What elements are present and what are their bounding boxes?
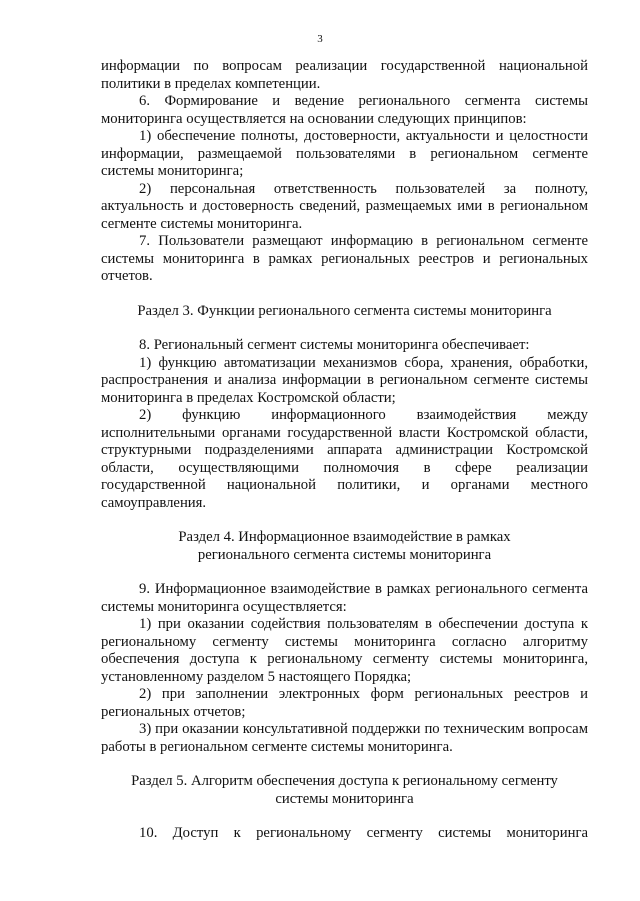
paragraph-9-item-2: 2) при заполнении электронных форм региональных реестров и региональных отчетов; <box>101 686 588 720</box>
section-5-heading <box>101 773 588 808</box>
section-3-heading: Раздел 3. Функции регионального сегмента системы мониторинга <box>137 302 552 319</box>
paragraph-8-item-2: 2) функцию информационного взаимодействия между исполнительными органами государственной власти Костромской области, структурными подразделениями аппарата администрации Костромской области, осуществляющими полномочия в сфере реализации государственной национальной политики, и органами местного самоуправления. <box>101 407 588 511</box>
paragraph-6: 6. Формирование и ведение регионального сегмента системы мониторинга осуществляется на основании следующих принципов: <box>101 93 588 127</box>
section-4-heading-line-1: Раздел 4. Информационное взаимодействие в рамках <box>178 529 511 545</box>
section-4-heading <box>101 529 588 564</box>
paragraph-9: 9. Информационное взаимодействие в рамках регионального сегмента системы мониторинга осуществляется: <box>101 581 588 615</box>
section-5-heading-line-2: системы мониторинга <box>275 790 414 807</box>
paragraph-6-item-2: 2) персональная ответственность пользователей за полноту, актуальность и достоверность сведений, размещаемых ими в региональном сегменте системы мониторинга. <box>101 180 588 232</box>
paragraph-9-item-3: 3) при оказании консультативной поддержки по техническим вопросам работы в региональном сегменте системы мониторинга. <box>101 721 588 755</box>
paragraph-10: 10. Доступ к региональному сегменту системы мониторинга <box>139 825 588 841</box>
paragraph-6-item-1: 1) обеспечение полноты, достоверности, актуальности и целостности информации, размещаемой пользователями в региональном сегменте системы мониторинга; <box>101 128 588 179</box>
section-4-heading-line-2: регионального сегмента системы мониторинга <box>197 546 492 563</box>
document-body <box>101 58 588 843</box>
paragraph-8-item-1: 1) функцию автоматизации механизмов сбора, хранения, обработки, распространения и анализа информации в региональном сегменте системы мониторинга в пределах Костромской области; <box>101 354 588 406</box>
section-5-heading-line-1: Раздел 5. Алгоритм обеспечения доступа к региональному сегменту <box>131 773 558 789</box>
paragraph-9-item-1: 1) при оказании содействия пользователям в обеспечении доступа к региональному сегменту системы мониторинга согласно алгоритму обеспечения доступа к региональному сегменту системы мониторинга, установленному разделом 5 настоящего Порядка; <box>101 616 588 685</box>
paragraph-7: 7. Пользователи размещают информацию в региональном сегменте системы мониторинга в рамках региональных реестров и региональных отчетов. <box>101 233 588 284</box>
paragraph-continuation: информации по вопросам реализации государственной национальной политики в пределах компетенции. <box>101 58 588 92</box>
paragraph-8: 8. Региональный сегмент системы мониторинга обеспечивает: <box>139 337 530 353</box>
page-number: 3 <box>317 33 323 45</box>
